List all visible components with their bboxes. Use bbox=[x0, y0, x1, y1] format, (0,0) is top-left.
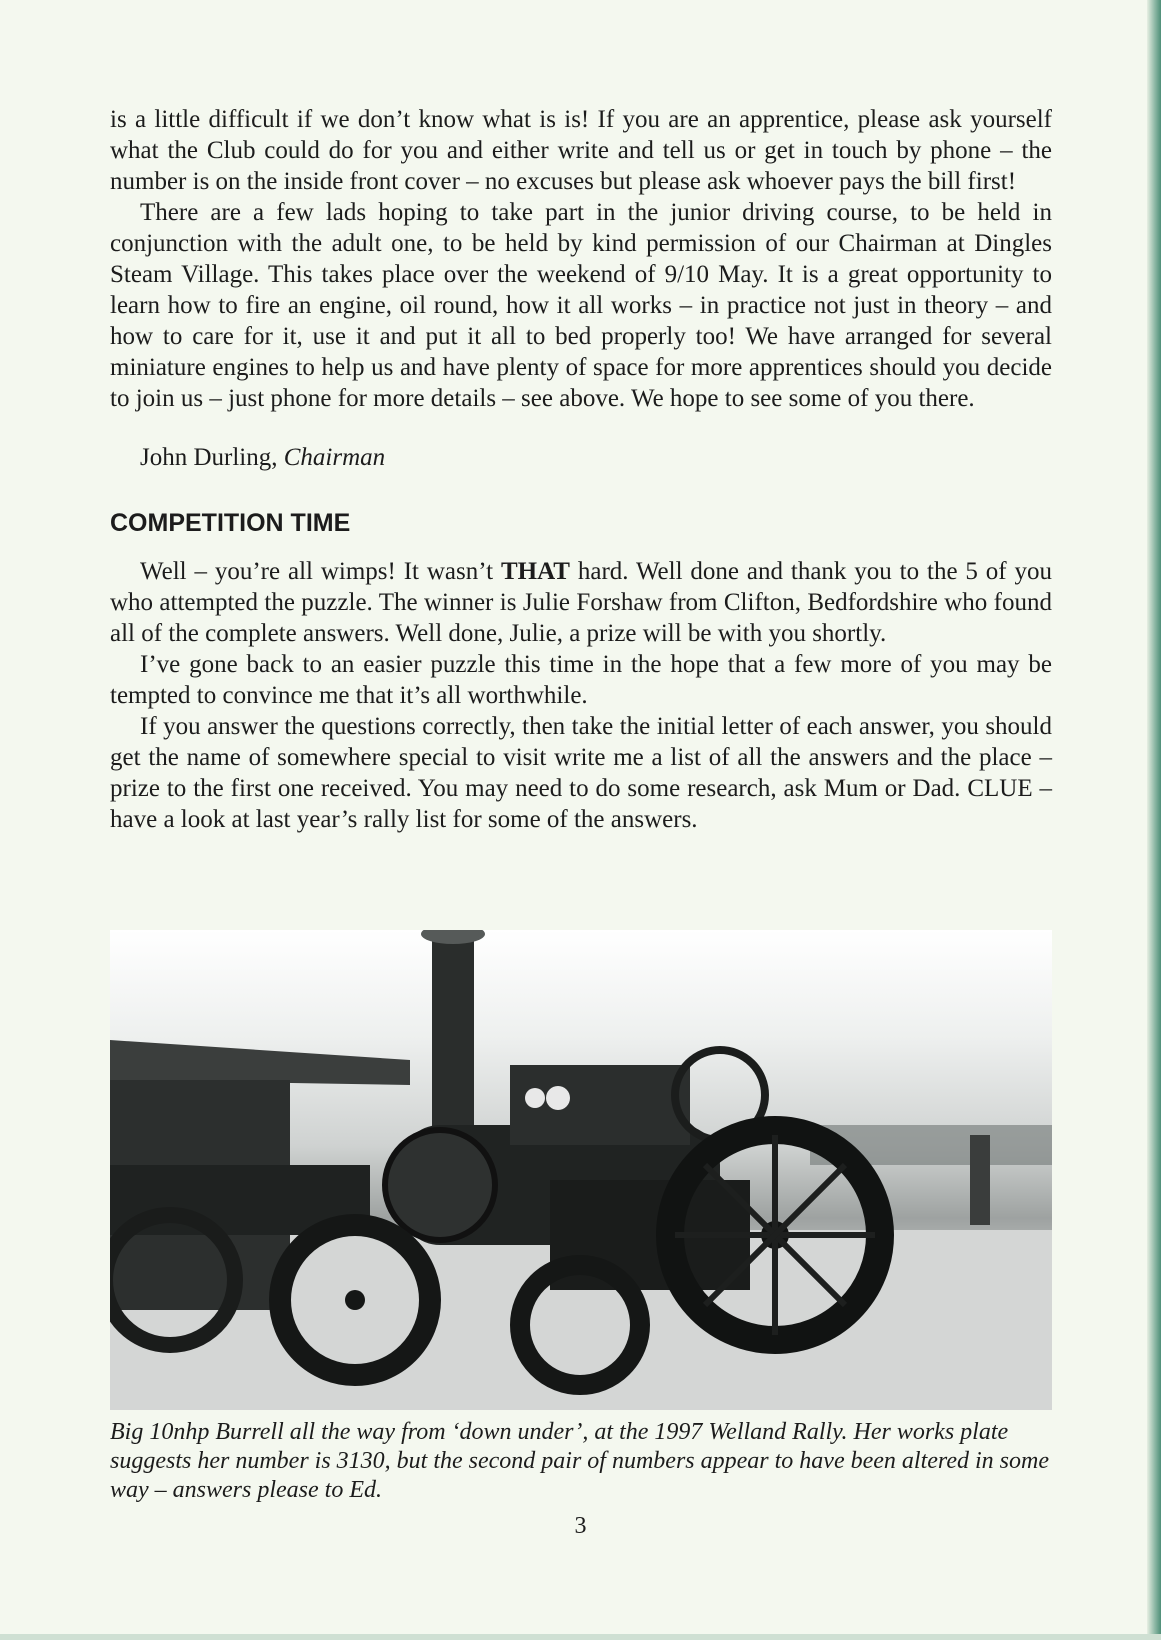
traction-engine-illustration bbox=[110, 930, 1052, 1410]
rear-wheel-spokes bbox=[675, 1135, 875, 1335]
gauge-right bbox=[546, 1086, 570, 1110]
competition-paragraph-3: If you answer the questions correctly, then take the initial letter of each answer, you should get the name of somewhere special to visit write me a list of all the answers and the place – prize to the first one received. You may need to do some research, ask Mum or Dad. CLUE – have a look at last year’s rally list for some of the answers. bbox=[110, 713, 1052, 833]
article-paragraph-2: There are a few lads hoping to take part in the junior driving course, to be held in conjunction with the adult one, to be held by kind permission of our Chairman at Dingles Steam Village. This takes place over the weekend of 9/10 May. It is a great opportunity to learn how to fire an engine, oil round, how it all works – in practice not just in theory – and how to care for it, use it and put it all to bed properly too! We have arranged for several miniature engines to help us and have plenty of space for more apprentices should you decide to join us – just phone for more details – see above. We hope to see some of you there. bbox=[110, 199, 1052, 412]
page-bottom-edge bbox=[0, 1634, 1161, 1640]
gauge-left bbox=[525, 1088, 545, 1108]
page-content bbox=[110, 104, 1052, 835]
signature-name: John Durling, bbox=[140, 444, 278, 471]
background-person bbox=[970, 1135, 990, 1225]
competition-paragraph-1-end: hard. Well done and thank you to the 5 of you who attempted the puzzle. The winner is Julie Forshaw from Clifton, Bedfordshire who found all of the complete answers. Well done, Julie, a prize will be with you shortly. bbox=[110, 558, 1053, 647]
photo-caption: Big 10nhp Burrell all the way from ‘down under’, at the 1997 Welland Rally. Her works plate suggests her number is 3130, but the second pair of numbers appear to have been altered in some way – answers please to Ed. bbox=[110, 1419, 1049, 1503]
article-paragraph-1: is a little difficult if we don’t know what is is! If you are an apprentice, please ask yourself what the Club could do for you and either write and tell us or get in touch by phone – the number is on the inside front cover – no excuses but please ask whoever pays the bill first! bbox=[110, 106, 1052, 195]
left-engine-canopy bbox=[110, 1040, 410, 1085]
competition-paragraph-1-start: Well – you’re all wimps! It wasn’t bbox=[140, 558, 494, 585]
signature bbox=[110, 442, 1052, 473]
competition-paragraph-1 bbox=[110, 556, 1052, 649]
chimney-cap bbox=[421, 930, 485, 944]
competition-emphasis: THAT bbox=[500, 558, 570, 585]
section-heading: COMPETITION TIME bbox=[110, 509, 351, 537]
competition-paragraph-2: I’ve gone back to an easier puzzle this time in the hope that a few more of you may be tempted to convince me that it’s all worthwhile. bbox=[110, 651, 1052, 709]
page-number: 3 bbox=[574, 1513, 587, 1539]
page-edge bbox=[1147, 0, 1161, 1640]
signature-title: Chairman bbox=[283, 444, 386, 471]
front-wheel-left-hub bbox=[345, 1290, 365, 1310]
smokebox-door bbox=[385, 1130, 495, 1240]
traction-engine-photo bbox=[110, 930, 1052, 1410]
